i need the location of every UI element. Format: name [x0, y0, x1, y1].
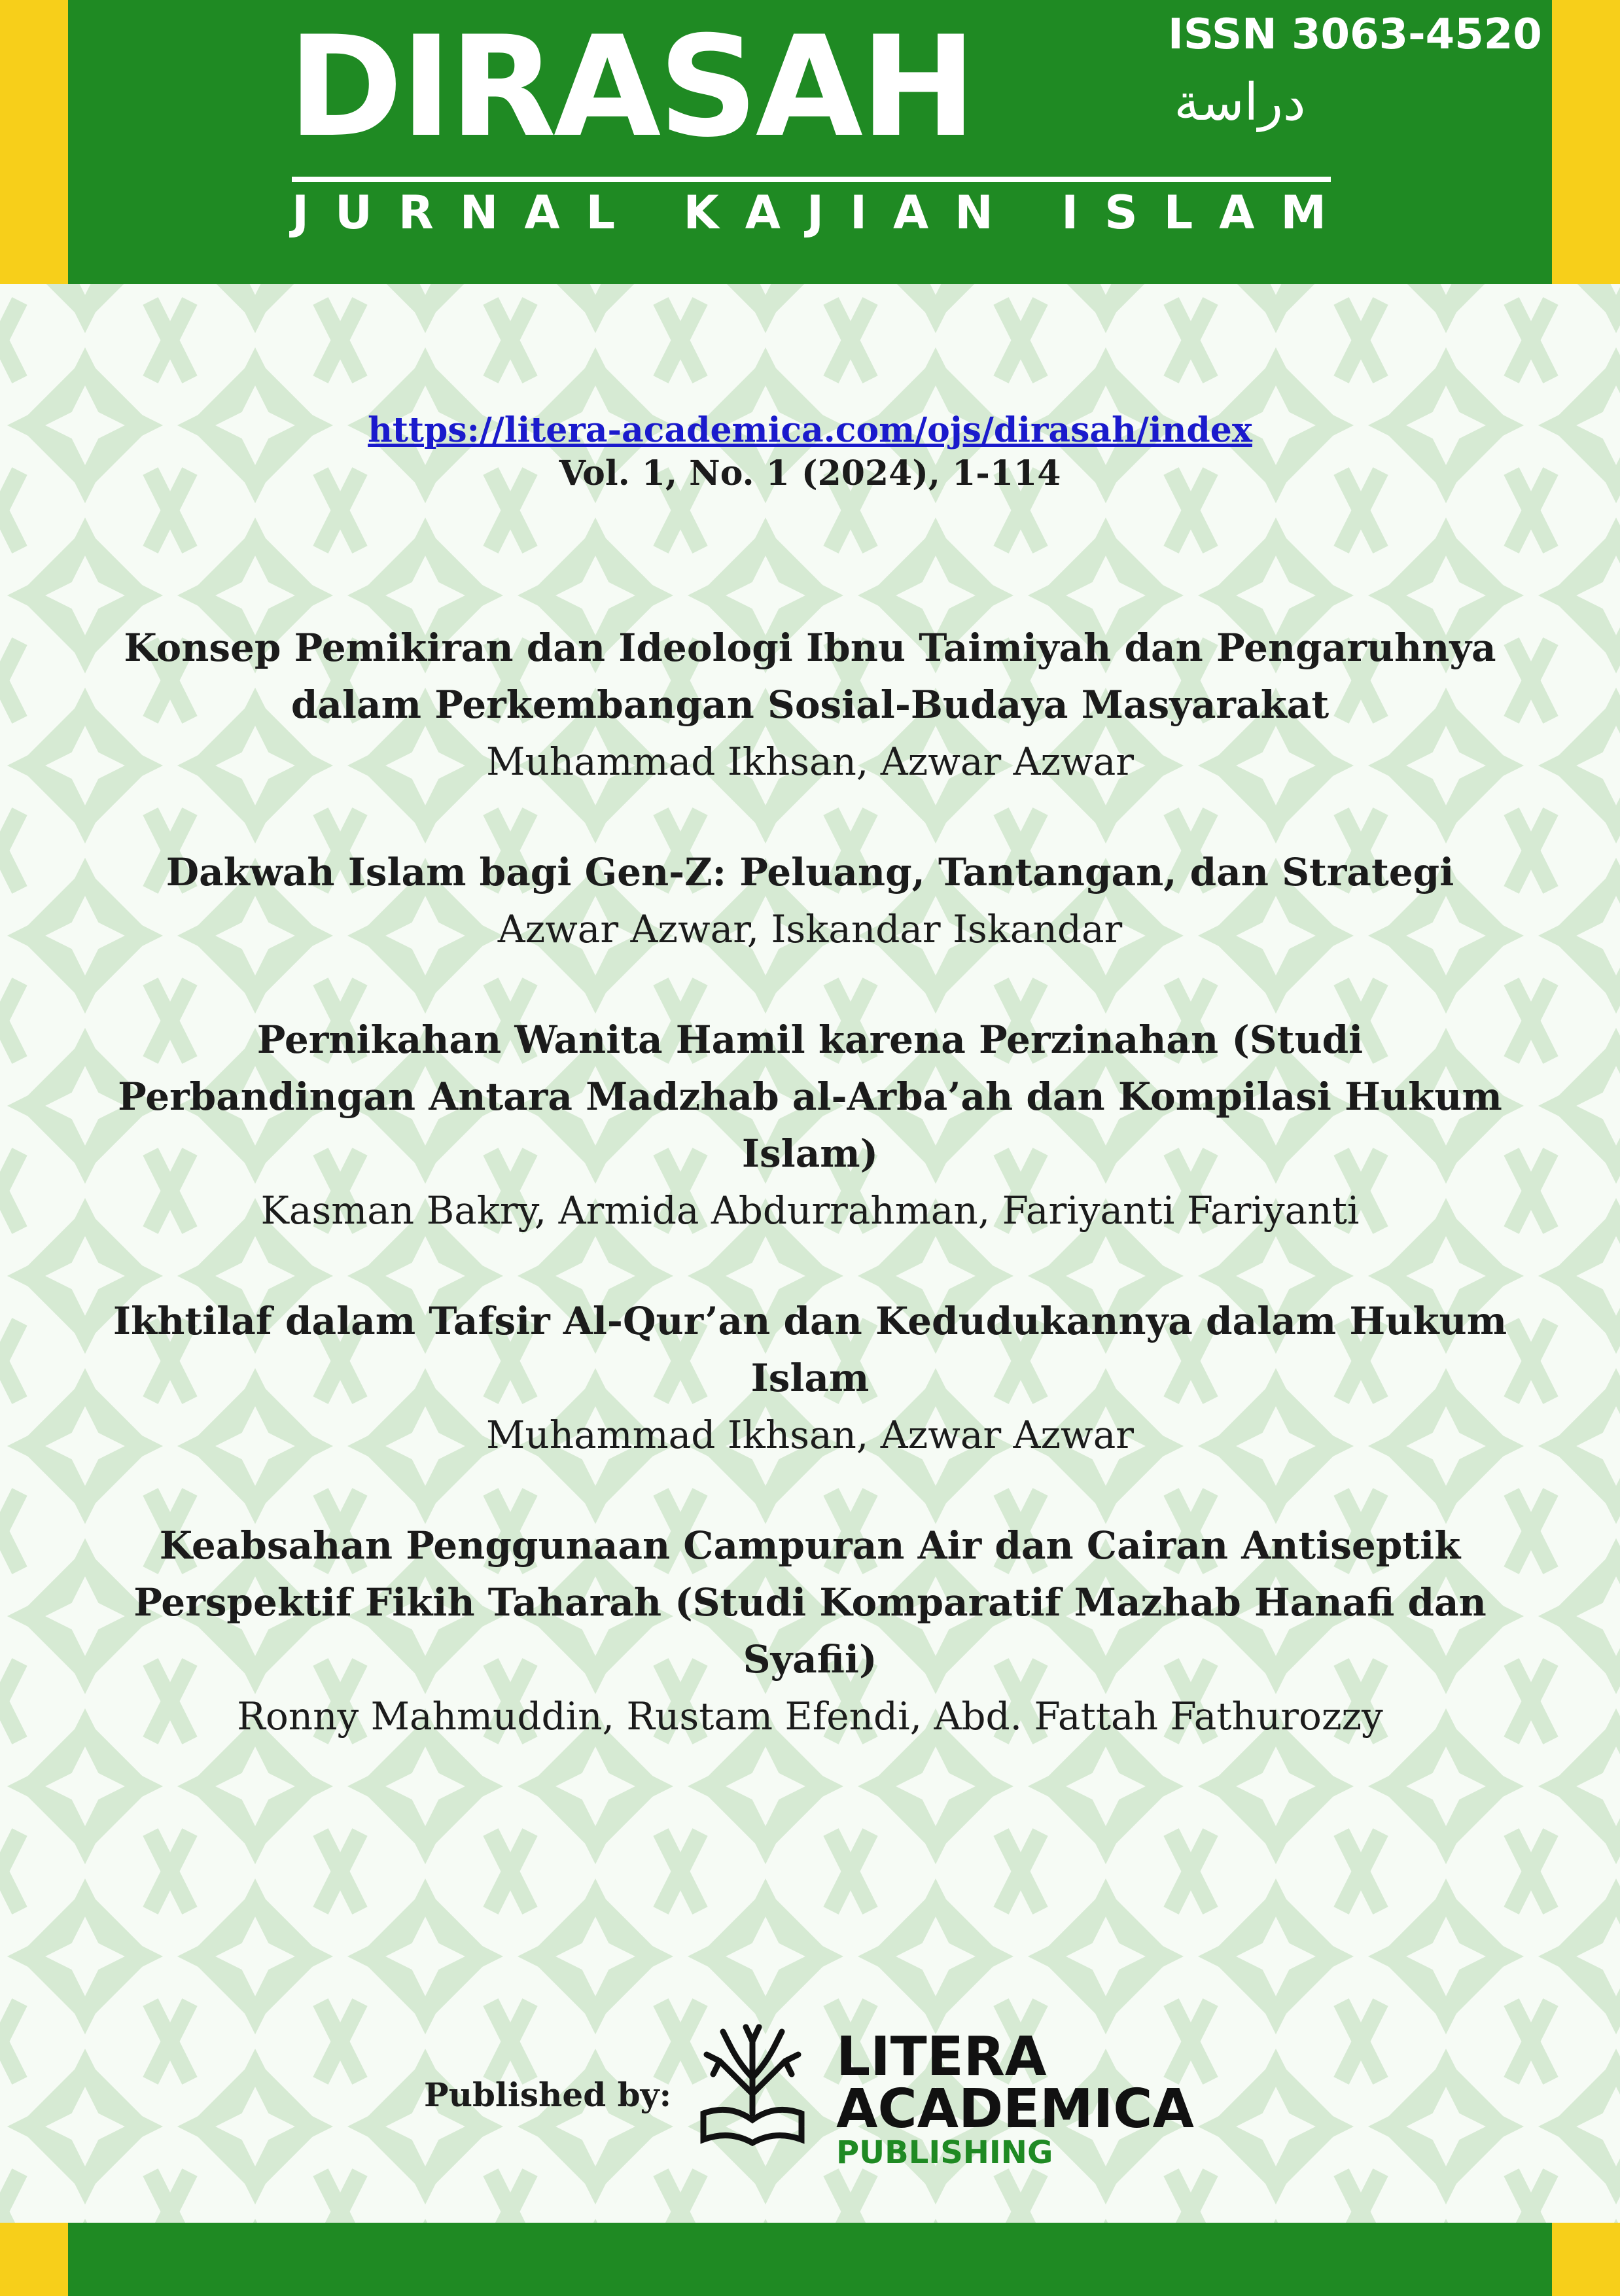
- footer-right-accent: [1552, 2223, 1620, 2296]
- article-title: Konsep Pemikiran dan Ideologi Ibnu Taimiyah dan Pengaruhnya dalam Perkembangan Sosial-Budaya Masyarakat: [124, 626, 1496, 727]
- footer-left-accent: [0, 2223, 68, 2296]
- article-title: Dakwah Islam bagi Gen-Z: Peluang, Tantangan, dan Strategi: [166, 850, 1454, 894]
- article-item: [79, 1012, 1541, 1239]
- cover-content: [79, 409, 1541, 1799]
- article-authors: Muhammad Ikhsan, Azwar Azwar: [485, 1413, 1135, 1457]
- header-right-accent: [1552, 0, 1620, 284]
- article-authors: Ronny Mahmuddin, Rustam Efendi, Abd. Fattah Fathurozzy: [237, 1694, 1383, 1739]
- footer-band: [0, 2223, 1620, 2296]
- publisher-name-line1: LITERA: [836, 2026, 1047, 2088]
- article-authors: Muhammad Ikhsan, Azwar Azwar: [485, 739, 1135, 784]
- article-authors: Azwar Azwar, Iskandar Iskandar: [497, 907, 1123, 951]
- article-title: Keabsahan Penggunaan Campuran Air dan Cairan Antiseptik Perspektif Fikih Taharah (Studi Komparatif Mazhab Hanafi dan Syafii): [133, 1523, 1487, 1682]
- journal-title: DIRASAH: [288, 6, 974, 168]
- volume-info: Vol. 1, No. 1 (2024), 1-114: [559, 453, 1061, 493]
- publisher-name-line2: ACADEMICA: [836, 2078, 1194, 2140]
- article-title: Ikhtilaf dalam Tafsir Al-Qur’an dan Kedudukannya dalam Hukum Islam: [113, 1299, 1507, 1400]
- published-by-label: Published by:: [424, 2075, 672, 2114]
- issn-label: ISSN 3063-4520: [1168, 10, 1542, 59]
- article-list: [79, 620, 1541, 1745]
- publisher-name-line3: PUBLISHING: [836, 2134, 1053, 2171]
- journal-url-link[interactable]: https://litera-academica.com/ojs/dirasah/index: [368, 410, 1252, 450]
- journal-subtitle: JURNAL KAJIAN ISLAM: [292, 186, 1353, 239]
- header-left-accent: [0, 0, 68, 284]
- article-item: [79, 844, 1541, 958]
- article-item: [79, 620, 1541, 790]
- article-item: [79, 1517, 1541, 1745]
- publisher-tree-book-icon: [690, 2015, 815, 2146]
- article-title: Pernikahan Wanita Hamil karena Perzinahan (Studi Perbandingan Antara Madzhab al-Arba’ah dan Kompilasi Hukum Islam): [118, 1017, 1502, 1176]
- article-authors: Kasman Bakry, Armida Abdurrahman, Fariyanti Fariyanti: [260, 1188, 1360, 1233]
- title-divider: [292, 177, 1331, 182]
- arabic-title: دراسة: [1174, 73, 1306, 132]
- article-item: [79, 1293, 1541, 1464]
